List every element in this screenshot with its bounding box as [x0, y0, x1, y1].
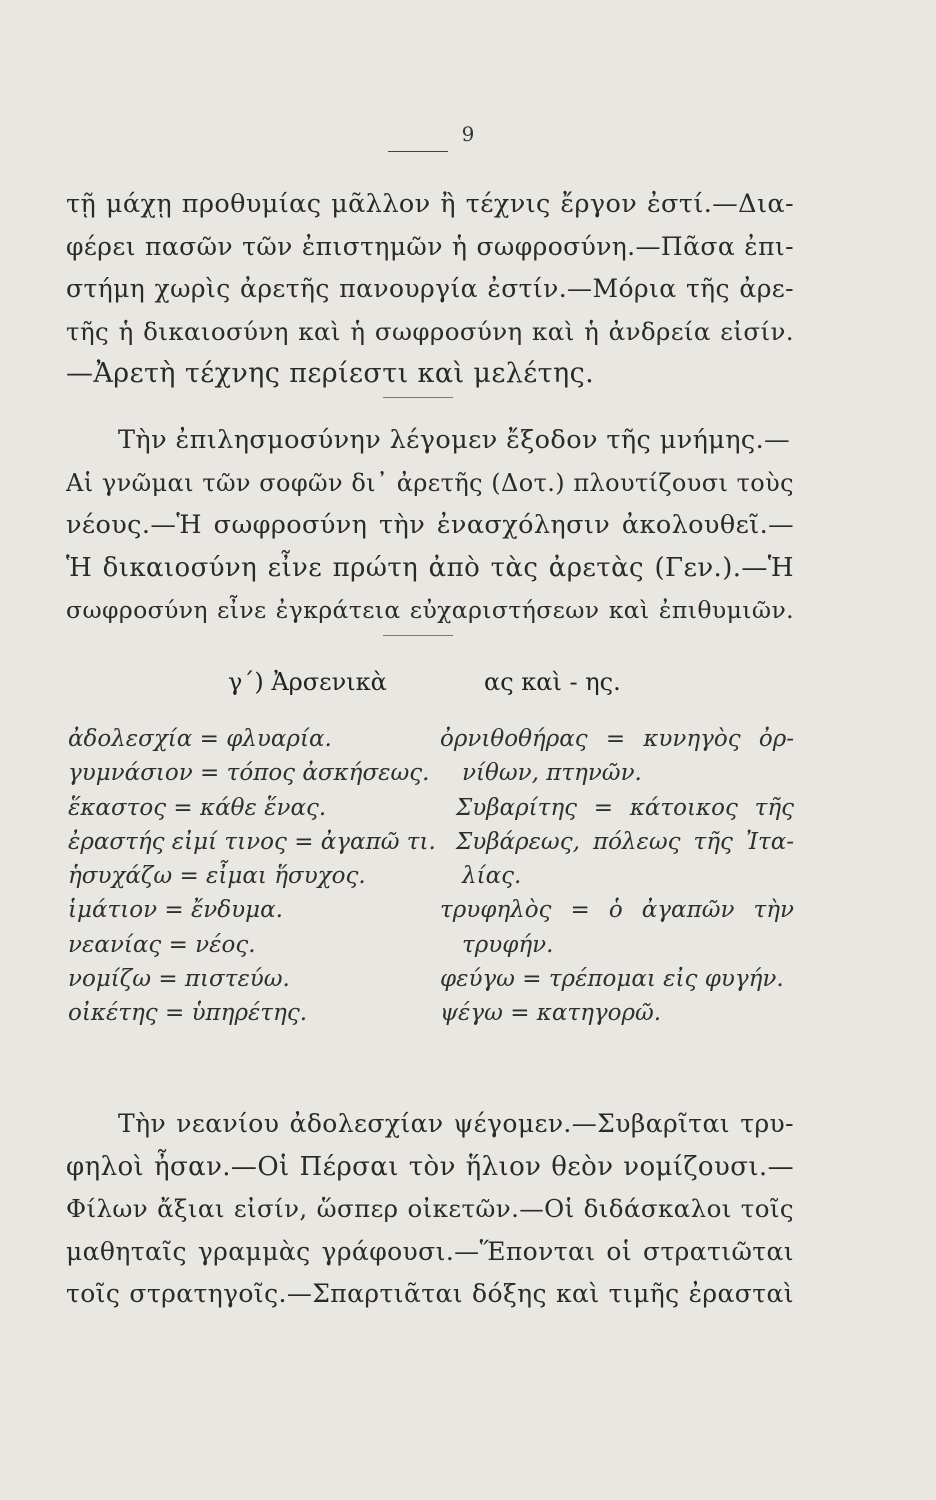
vocabulary-entry: τρυφηλὸς = ὁ ἀγαπῶν τὴν: [440, 897, 794, 924]
vocabulary-entry: νεανίας = νέος.: [68, 931, 256, 958]
paragraph-line: νέους.—Ἡ σωφροσύνη τὴν ἐνασχόλησιν ἀκολουθεῖ.—: [66, 510, 794, 540]
section-heading-left: γ΄) Ἀρσενικὰ: [228, 668, 387, 696]
paragraph-line: Τὴν ἐπιλησμοσύνην λέγομεν ἔξοδον τῆς μνήμης.—: [118, 425, 791, 455]
paragraph-1: [66, 183, 794, 396]
paragraph-line: φέρει πασῶν τῶν ἐπιστημῶν ἡ σωφροσύνη.—Πᾶσα ἐπι-: [66, 231, 794, 261]
paragraph-line: Ἡ δικαιοσύνη εἶνε πρώτη ἀπὸ τὰς ἀρετὰς (Γεν.).—Ἡ: [66, 552, 794, 583]
vocabulary-entry: ὀρνιθοθήρας = κυνηγὸς ὀρ-: [440, 726, 794, 752]
vocabulary-entry: λίας.: [462, 863, 522, 890]
vocabulary-right-column: [440, 722, 794, 1031]
paragraph-line: —Ἀρετὴ τέχνης περίεστι καὶ μελέτης.: [66, 358, 595, 389]
section-divider: [383, 397, 453, 398]
vocabulary-entry: γυμνάσιον = τόπος ἀσκήσεως.: [68, 760, 430, 787]
paragraph-line: τῇ μάχῃ προθυμίας μᾶλλον ἢ τέχνις ἔργον ἐστί.—Δια-: [66, 189, 794, 219]
paragraph-line: τῆς ἡ δικαιοσύνη καὶ ἡ σωφροσύνη καὶ ἡ ἀνδρεία εἰσίν.: [66, 316, 794, 346]
vocabulary-entry: ἡσυχάζω = εἶμαι ἥσυχος.: [68, 863, 366, 890]
vocabulary-entry: ψέγω = κατηγορῶ.: [440, 1000, 662, 1027]
section-heading-right: ας καὶ - ης.: [484, 668, 621, 696]
vocabulary-entry: ἕκαστος = κάθε ἕνας.: [68, 794, 327, 821]
paragraph-2: [66, 419, 794, 632]
paragraph-line: στήμη χωρὶς ἀρετῆς πανουργία ἐστίν.—Μόρια τῆς ἀρε-: [66, 274, 794, 303]
paragraph-3: [66, 1103, 794, 1316]
page-number: 9: [461, 122, 475, 146]
vocabulary-entry: οἰκέτης = ὑπηρέτης.: [68, 1000, 308, 1027]
paragraph-line: σωφροσύνη εἶνε ἐγκράτεια εὐχαριστήσεων καὶ ἐπιθυμιῶν.: [66, 596, 794, 624]
vocabulary-entry: Συβάρεως, πόλεως τῆς Ἰτα-: [456, 828, 794, 855]
paragraph-line: Αἱ γνῶμαι τῶν σοφῶν δι᾽ ἀρετῆς (Δοτ.) πλουτίζουσι τοὺς: [66, 468, 794, 497]
paragraph-line: μαθηταῖς γραμμὰς γράφουσι.—Ἕπονται οἱ στρατιῶται: [66, 1236, 794, 1266]
paragraph-line: τοῖς στρατηγοῖς.—Σπαρτιᾶται δόξης καὶ τιμῆς ἐρασταὶ: [66, 1279, 794, 1308]
vocabulary-entry: Συβαρίτης = κάτοικος τῆς: [456, 794, 794, 821]
vocabulary-entry: τρυφήν.: [462, 931, 554, 958]
vocabulary-entry: φεύγω = τρέπομαι εἰς φυγήν.: [440, 966, 784, 993]
paragraph-line: Φίλων ἄξιαι εἰσίν, ὥσπερ οἰκετῶν.—Οἱ διδάσκαλοι τοῖς: [66, 1194, 794, 1223]
vocabulary-entry: νομίζω = πιστεύω.: [68, 966, 290, 993]
vocabulary-entry: ἀδολεσχία = φλυαρία.: [68, 726, 332, 752]
paragraph-line: φηλοὶ ἦσαν.—Οἱ Πέρσαι τὸν ἥλιον θεὸν νομίζουσι.—: [66, 1151, 794, 1182]
section-divider: [383, 635, 453, 636]
page-number-rule: [388, 151, 448, 152]
paragraph-line: Τὴν νεανίου ἀδολεσχίαν ψέγομεν.—Συβαρῖται τρυ-: [118, 1109, 794, 1138]
vocabulary-entry: ἐραστής εἰμί τινος = ἀγαπῶ τι.: [68, 828, 436, 855]
vocabulary-entry: νίθων, πτηνῶν.: [462, 760, 642, 787]
vocabulary-entry: ἱμάτιον = ἔνδυμα.: [68, 897, 283, 924]
vocabulary-left-column: [68, 722, 448, 1031]
